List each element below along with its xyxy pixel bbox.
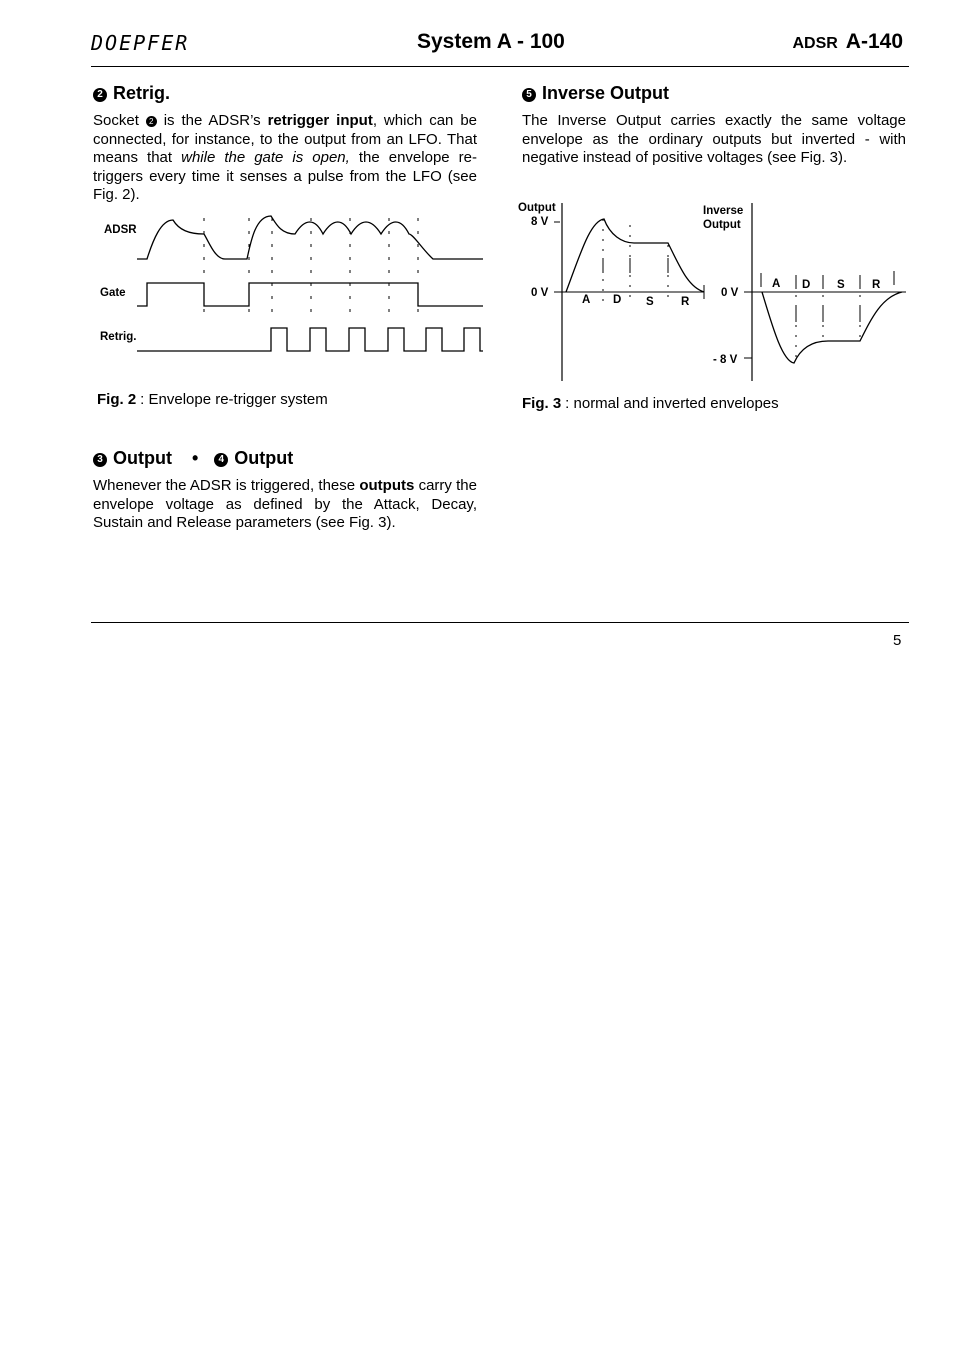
inverse-heading <box>522 83 669 104</box>
retrig-label: Retrig. <box>100 331 137 343</box>
neg-8v-label: - 8 V <box>713 354 738 366</box>
fig2-diagram <box>91 210 491 360</box>
zero-label-left: 0 V <box>531 287 549 299</box>
page-header <box>91 28 909 67</box>
caption-text: : normal and inverted envelopes <box>565 395 779 412</box>
normal-envelope <box>566 219 704 292</box>
gate-label: Gate <box>100 287 126 299</box>
fig3-caption <box>522 395 779 412</box>
module-id: A-140 <box>845 30 903 53</box>
retrig-title: Retrig. <box>113 83 171 103</box>
stage-s-left: S <box>646 296 654 308</box>
page-number: 5 <box>893 632 902 649</box>
inverse-title: Inverse Output <box>542 83 670 103</box>
text-run: the envelope re-triggers every time it senses a pulse from the LFO (see Fig. 2). <box>93 149 477 203</box>
text-run: Socket <box>93 112 146 129</box>
system-title: System A - 100 <box>417 30 565 53</box>
inverse-label-2: Output <box>703 219 741 231</box>
bold-run: retrigger input <box>267 112 373 129</box>
module-title <box>792 30 903 54</box>
output-heading <box>93 448 293 469</box>
8v-label: 8 V <box>531 216 549 228</box>
retrig-paragraph <box>93 112 477 205</box>
caption-label: Fig. 3 <box>522 395 562 412</box>
output-paragraph <box>93 477 477 533</box>
separator-dot: • <box>191 448 199 468</box>
bullet-icon: 2 <box>146 116 157 127</box>
stage-markers-left <box>603 258 704 299</box>
adsr-label: ADSR <box>104 224 137 236</box>
stage-d-left: D <box>613 294 622 306</box>
inverse-paragraph: The Inverse Output carries exactly the same voltage envelope as the ordinary outputs but inverted - with negative instead of positive voltages (see Fig. 3). <box>522 112 906 166</box>
envelope-trace <box>137 216 483 259</box>
inverse-envelope <box>762 292 902 363</box>
stage-d-right: D <box>802 279 811 291</box>
bold-run: outputs <box>359 477 415 494</box>
output-label: Output <box>518 202 556 214</box>
output-title-1: Output <box>113 448 172 468</box>
text-run: , which can be connected, for instance, to the output from an LFO. That means that <box>93 112 477 166</box>
retrig-trace <box>137 328 483 351</box>
stage-r-right: R <box>872 279 881 291</box>
guides-right <box>796 285 860 363</box>
fig3-diagram <box>510 195 910 385</box>
text-run: carry the envelope voltage as defined by the Attack, Decay, Sustain and Release parameters (see Fig. 3). <box>93 477 477 531</box>
fig2-caption <box>97 391 328 408</box>
text-run: is the ADSR’s <box>156 112 268 129</box>
stage-a-left: A <box>582 294 591 306</box>
bullet-icon: 5 <box>522 88 536 102</box>
stage-r-left: R <box>681 296 690 308</box>
text-run: Whenever the ADSR is triggered, these <box>93 477 360 494</box>
caption-label: Fig. 2 <box>97 391 137 408</box>
zero-label-right: 0 V <box>721 287 739 299</box>
module-type: ADSR <box>792 35 838 52</box>
bullet-icon: 2 <box>93 88 107 102</box>
fig2-guides <box>204 218 418 314</box>
brand-logo: DOEPFER <box>91 31 190 55</box>
retrig-heading <box>93 83 170 104</box>
caption-text: : Envelope re-trigger system <box>140 391 328 408</box>
bullet-icon: 4 <box>214 453 228 467</box>
output-title-2: Output <box>234 448 294 468</box>
footer-rule <box>91 622 909 623</box>
gate-trace <box>137 283 483 306</box>
stage-a-right: A <box>772 278 781 290</box>
stage-s-right: S <box>837 279 845 291</box>
inverse-label-1: Inverse <box>703 205 744 217</box>
italic-run: while the gate is open, <box>181 149 350 166</box>
bullet-icon: 3 <box>93 453 107 467</box>
